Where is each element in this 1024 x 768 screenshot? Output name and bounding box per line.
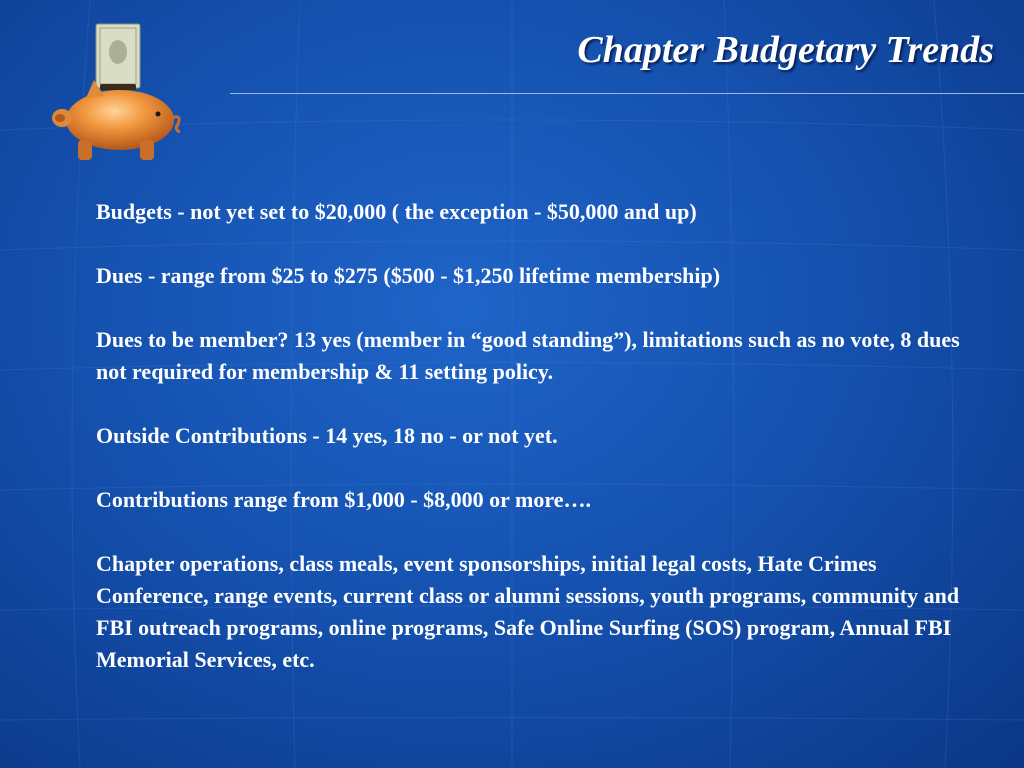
paragraph-budgets: Budgets - not yet set to $20,000 ( the exception - $50,000 and up) (96, 199, 697, 224)
slide-body (96, 196, 976, 708)
paragraph-dues-membership: Dues to be member? 13 yes (member in “good standing”), limitations such as no vote, 8 dues not required for membership & 11 setting policy. (96, 327, 960, 384)
paragraph-outside-contributions: Outside Contributions - 14 yes, 18 no - or not yet. (96, 423, 558, 448)
paragraph-dues-range: Dues - range from $25 to $275 ($500 - $1,250 lifetime membership) (96, 263, 721, 288)
piggy-bank-icon (48, 22, 183, 167)
title-divider (230, 93, 1024, 94)
paragraph-chapter-operations: Chapter operations, class meals, event sponsorships, initial legal costs, Hate Crimes Conference, range events, current class or alumni sessions, youth programs, community and FBI outreach programs, online programs, Safe Online Surfing (SOS) program, Annual FBI Memorial Services, etc. (96, 551, 960, 672)
dollar-bill-icon (96, 24, 140, 88)
slide-title: Chapter Budgetary Trends (577, 29, 994, 71)
paragraph-contributions-range: Contributions range from $1,000 - $8,000 or more…. (96, 487, 591, 512)
